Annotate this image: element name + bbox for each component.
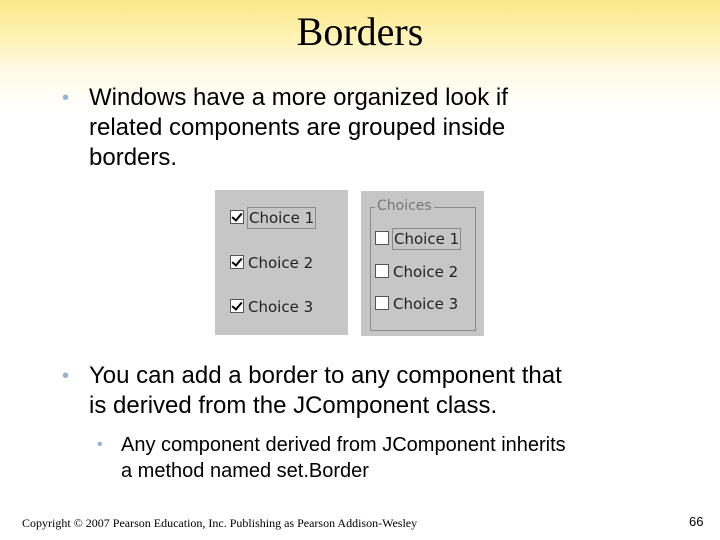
bullet-icon: • (97, 436, 103, 453)
checkbox-label: Choice 2 (248, 254, 314, 272)
checkbox-label: Choice 1 (249, 209, 315, 227)
checkbox-unchecked-icon[interactable] (375, 296, 389, 310)
sub-bullet-text: Any component derived from JComponent inherits a method named set.Border (121, 434, 566, 482)
checkbox-label: Choice 3 (393, 295, 459, 313)
checkbox-panel-plain (215, 190, 348, 335)
checkbox-label: Choice 3 (248, 298, 314, 316)
bullet-text-1: Windows have a more organized look if related components are grouped inside borders. (89, 84, 508, 171)
checkbox-label: Choice 2 (393, 263, 459, 281)
checkbox-checked-icon[interactable] (230, 255, 244, 269)
slide-title: Borders (296, 9, 424, 54)
copyright-footer: Copyright © 2007 Pearson Education, Inc. Publishing as Pearson Addison-Wesley (22, 516, 418, 530)
checkbox-checked-icon[interactable] (230, 299, 244, 313)
border-title: Choices (377, 198, 432, 214)
bullet-text-2: You can add a border to any component that is derived from the JComponent class. (89, 362, 562, 419)
checkbox-panel-bordered (361, 191, 484, 336)
checkbox-unchecked-icon[interactable] (375, 264, 389, 278)
checkbox-unchecked-icon[interactable] (375, 231, 389, 245)
page-number: 66 (689, 514, 704, 529)
checkbox-label: Choice 1 (394, 230, 460, 248)
checkbox-checked-icon[interactable] (230, 210, 244, 224)
bullet-icon: • (62, 87, 70, 109)
bullet-icon: • (62, 365, 70, 387)
